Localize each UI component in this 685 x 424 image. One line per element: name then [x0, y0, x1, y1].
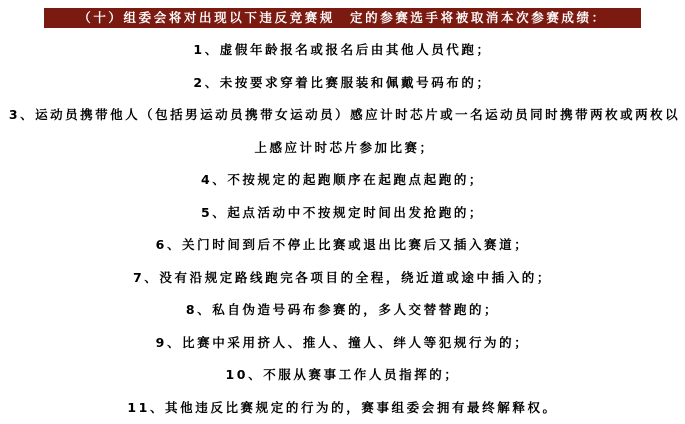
rule-item-2: 2、未按要求穿着比赛服装和佩戴号码布的； — [0, 67, 685, 100]
rule-item-9: 9、比赛中采用挤人、推人、撞人、绊人等犯规行为的； — [0, 327, 685, 360]
rules-list — [0, 34, 685, 424]
rule-item-7: 7、没有沿规定路线跑完各项目的全程，绕近道或途中插入的； — [0, 262, 685, 295]
rule-item-1: 1、虚假年龄报名或报名后由其他人员代跑； — [0, 34, 685, 67]
rule-item-6: 6、关门时间到后不停止比赛或退出比赛后又插入赛道； — [0, 229, 685, 262]
section-header: （十）组委会将对出现以下违反竞赛规 定的参赛选手将被取消本次参赛成绩： — [44, 8, 641, 28]
rule-item-8: 8、私自伪造号码布参赛的，多人交替替跑的； — [0, 294, 685, 327]
rule-item-5: 5、起点活动中不按规定时间出发抢跑的； — [0, 197, 685, 230]
rule-item-10: 10、不服从赛事工作人员指挥的； — [0, 359, 685, 392]
rule-item-4: 4、不按规定的起跑顺序在起跑点起跑的； — [0, 164, 685, 197]
rule-item-3: 3、运动员携带他人（包括男运动员携带女运动员）感应计时芯片或一名运动员同时携带两枚或两枚以上感应计时芯片参加比赛； — [0, 99, 685, 164]
rule-item-11: 11、其他违反比赛规定的行为的，赛事组委会拥有最终解释权。 — [0, 392, 685, 424]
